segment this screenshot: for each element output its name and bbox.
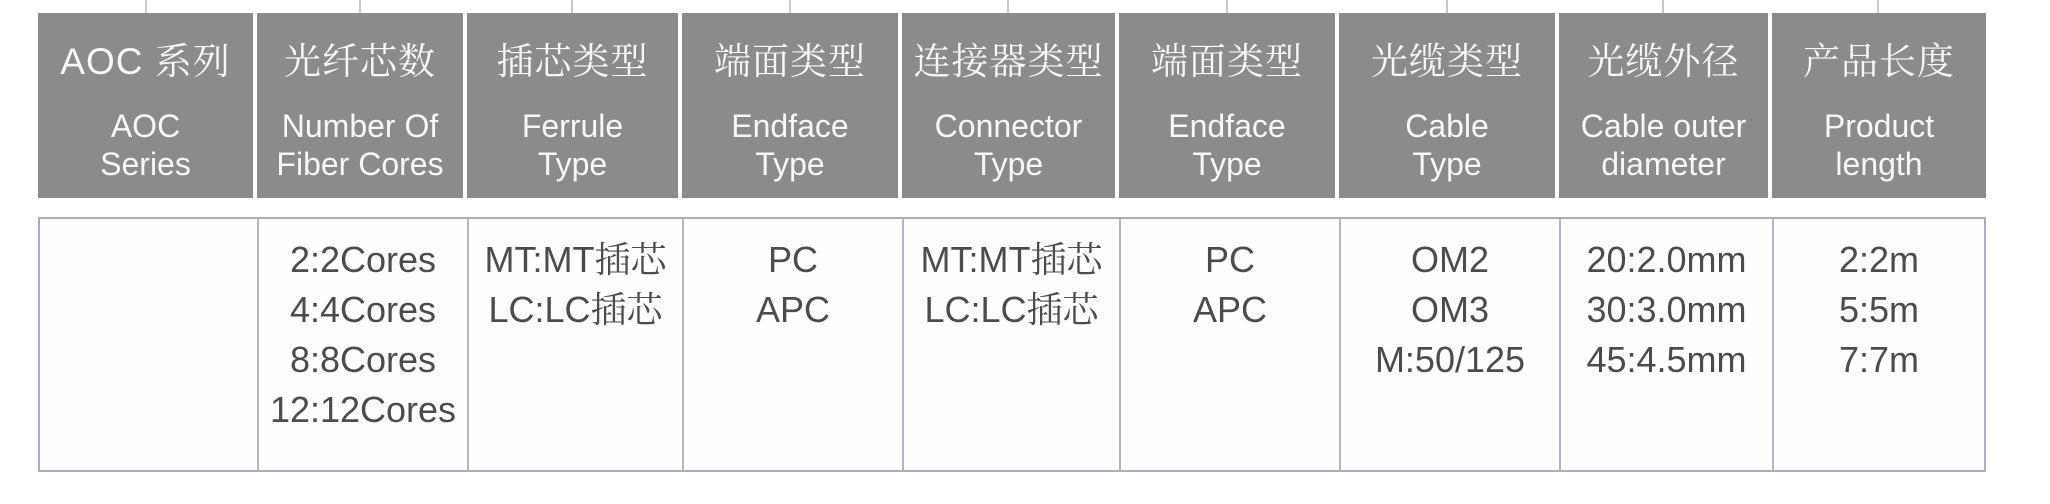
header-label-zh: 光纤芯数 — [284, 41, 436, 82]
leader-line-endface-type-2 — [1226, 0, 1228, 14]
header-label-en: Endface Type — [731, 108, 849, 182]
header-label-zh: 光缆外径 — [1587, 41, 1740, 82]
cell-value: OM3 — [1410, 289, 1489, 330]
leader-line-aoc-series — [145, 0, 147, 14]
cell-ferrule-type — [467, 219, 682, 470]
leader-line-product-length — [1877, 0, 1879, 14]
cell-value: 8:8Cores — [289, 339, 437, 380]
header-label-en: Endface Type — [1168, 108, 1286, 182]
cell-value: 5:5m — [1838, 289, 1920, 330]
header-ferrule-type — [467, 13, 678, 198]
cell-product-length — [1772, 219, 1984, 470]
cell-value: MT:MT插芯 — [920, 239, 1103, 280]
cell-value: APC — [1192, 289, 1268, 330]
header-aoc-series — [38, 13, 253, 198]
header-cable-type — [1339, 13, 1555, 198]
header-label-en: Product length — [1823, 108, 1935, 182]
header-label-en: Cable Type — [1405, 108, 1489, 182]
leader-line-connector-type — [1007, 0, 1009, 14]
header-endface-type-1 — [682, 13, 898, 198]
spec-table — [38, 0, 1986, 504]
header-label-zh: 端面类型 — [714, 41, 866, 82]
cell-value: APC — [755, 289, 831, 330]
cell-value: LC:LC插芯 — [488, 289, 663, 330]
cell-value: 4:4Cores — [289, 289, 437, 330]
header-label-en: Cable outer diameter — [1580, 108, 1747, 182]
cell-value: 2:2Cores — [289, 239, 437, 280]
leader-line-endface-type-1 — [789, 0, 791, 14]
header-label-en: Ferrule Type — [521, 108, 624, 182]
cell-value: 30:3.0mm — [1586, 289, 1747, 330]
cell-value: MT:MT插芯 — [484, 239, 667, 280]
header-label-zh: 插芯类型 — [496, 41, 649, 82]
header-label-zh: 产品长度 — [1803, 41, 1955, 82]
header-label-en: Connector Type — [934, 108, 1083, 182]
cell-value: 45:4.5mm — [1586, 339, 1747, 380]
cell-value: 20:2.0mm — [1586, 239, 1747, 280]
cell-fiber-cores — [257, 219, 467, 470]
cell-value: OM2 — [1410, 239, 1489, 280]
header-cable-outer-diameter — [1559, 13, 1768, 198]
leader-line-fiber-cores — [359, 0, 361, 14]
leader-line-cable-type — [1446, 0, 1448, 14]
header-fiber-cores — [257, 13, 463, 198]
header-product-length — [1772, 13, 1986, 198]
cell-value: 7:7m — [1838, 339, 1920, 380]
cell-aoc-series — [40, 219, 257, 470]
header-label-zh: 光缆类型 — [1371, 41, 1523, 82]
leader-line-ferrule-type — [571, 0, 573, 14]
header-label-en: Number Of Fiber Cores — [276, 108, 444, 182]
cell-value: PC — [1204, 239, 1255, 280]
header-connector-type — [902, 13, 1115, 198]
cell-cable-type — [1339, 219, 1559, 470]
header-label-zh: AOC 系列 — [60, 41, 231, 82]
cell-value: 12:12Cores — [269, 389, 457, 430]
header-label-zh: 端面类型 — [1151, 41, 1303, 82]
table-body-row — [38, 217, 1986, 472]
cell-connector-type — [902, 219, 1119, 470]
cell-cable-outer-diameter — [1559, 219, 1772, 470]
cell-value: PC — [767, 239, 818, 280]
cell-endface-type-1 — [682, 219, 902, 470]
cell-value: 2:2m — [1838, 239, 1920, 280]
header-label-zh: 连接器类型 — [913, 41, 1104, 82]
table-header-row — [38, 13, 1986, 198]
cell-value: LC:LC插芯 — [924, 289, 1099, 330]
cell-endface-type-2 — [1119, 219, 1339, 470]
header-label-en: AOC Series — [100, 108, 191, 182]
header-endface-type-2 — [1119, 13, 1335, 198]
leader-line-cable-outer-diameter — [1662, 0, 1664, 14]
cell-value: M:50/125 — [1374, 339, 1526, 380]
